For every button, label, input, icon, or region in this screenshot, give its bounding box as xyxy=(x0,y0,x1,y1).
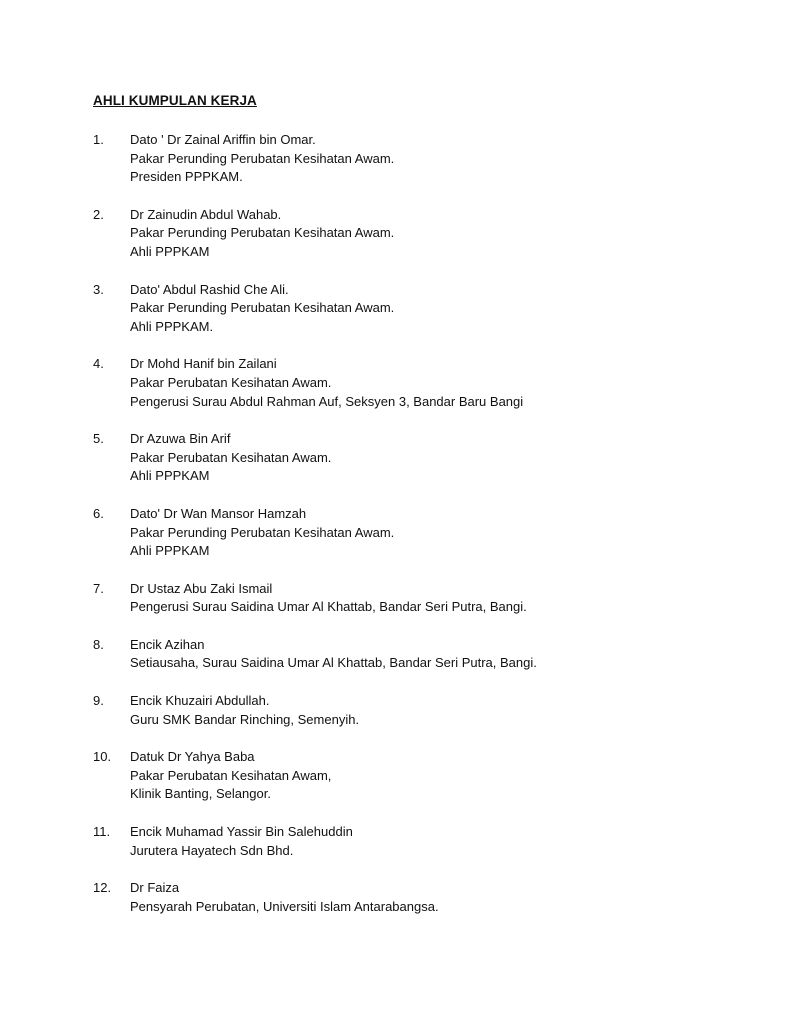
page-heading: AHLI KUMPULAN KERJA xyxy=(93,93,257,108)
member-detail-line: Pakar Perunding Perubatan Kesihatan Awam. xyxy=(130,524,395,540)
list-item-details xyxy=(130,692,753,729)
member-detail-line: Pakar Perunding Perubatan Kesihatan Awam. xyxy=(130,300,395,316)
list-item xyxy=(93,636,753,673)
list-item-number: 8. xyxy=(93,636,104,652)
member-name: Dr Zainudin Abdul Wahab. xyxy=(130,206,282,222)
member-detail-line: Pengerusi Surau Saidina Umar Al Khattab, Bandar Seri Putra, Bangi. xyxy=(130,599,527,615)
list-item-details xyxy=(130,131,753,187)
member-name: Datuk Dr Yahya Baba xyxy=(130,749,255,765)
member-detail-line: Guru SMK Bandar Rinching, Semenyih. xyxy=(130,711,360,727)
list-item-number: 3. xyxy=(93,281,104,297)
list-item-number: 5. xyxy=(93,431,104,447)
list-item xyxy=(93,281,753,337)
member-name: Encik Khuzairi Abdullah. xyxy=(130,693,270,709)
list-item xyxy=(93,692,753,729)
list-item-details xyxy=(130,823,753,860)
member-name: Dato' Dr Wan Mansor Hamzah xyxy=(130,505,307,521)
member-name: Dr Ustaz Abu Zaki Ismail xyxy=(130,580,273,596)
list-item-details xyxy=(130,580,753,617)
member-detail-line: Presiden PPPKAM. xyxy=(130,169,243,185)
member-detail-line: Ahli PPPKAM xyxy=(130,468,210,484)
member-detail-line: Jurutera Hayatech Sdn Bhd. xyxy=(130,842,294,858)
list-item xyxy=(93,879,753,916)
member-detail-line: Pakar Perunding Perubatan Kesihatan Awam. xyxy=(130,150,395,166)
member-name: Encik Muhamad Yassir Bin Salehuddin xyxy=(130,824,353,840)
list-item-number: 12. xyxy=(93,880,112,896)
list-item xyxy=(93,823,753,860)
member-name: Encik Azihan xyxy=(130,636,205,652)
list-item-number: 1. xyxy=(93,132,104,147)
list-item xyxy=(93,355,753,411)
list-item-number: 6. xyxy=(93,505,104,521)
member-detail-line: Pengerusi Surau Abdul Rahman Auf, Seksyen 3, Bandar Baru Bangi xyxy=(130,393,524,409)
member-list xyxy=(93,131,753,935)
list-item xyxy=(93,748,753,804)
list-item-number: 9. xyxy=(93,693,104,709)
list-item-number: 4. xyxy=(93,356,104,372)
member-detail-line: Setiausaha, Surau Saidina Umar Al Khattab, Bandar Seri Putra, Bangi. xyxy=(130,655,537,671)
list-item-details xyxy=(130,879,753,916)
list-item xyxy=(93,580,753,617)
member-detail-line: Pakar Perunding Perubatan Kesihatan Awam. xyxy=(130,225,395,241)
member-detail-line: Ahli PPPKAM xyxy=(130,243,210,259)
list-item-number: 2. xyxy=(93,206,104,222)
list-item xyxy=(93,206,753,262)
member-detail-line: Pakar Perubatan Kesihatan Awam. xyxy=(130,374,332,390)
member-detail-line: Klinik Banting, Selangor. xyxy=(130,786,271,802)
list-item-details xyxy=(130,505,753,561)
member-detail-line: Pensyarah Perubatan, Universiti Islam Antarabangsa. xyxy=(130,898,439,914)
list-item xyxy=(93,430,753,486)
list-item-details xyxy=(130,636,753,673)
member-detail-line: Pakar Perubatan Kesihatan Awam. xyxy=(130,449,332,465)
list-item xyxy=(93,131,753,187)
list-item xyxy=(93,505,753,561)
list-item-details xyxy=(130,281,753,337)
member-name: Dato ' Dr Zainal Ariffin bin Omar. xyxy=(130,132,316,147)
member-name: Dr Azuwa Bin Arif xyxy=(130,431,231,447)
list-item-number: 10. xyxy=(93,749,112,765)
list-item-number: 11. xyxy=(93,824,111,840)
member-detail-line: Ahli PPPKAM xyxy=(130,543,210,559)
list-item-details xyxy=(130,430,753,486)
member-detail-line: Ahli PPPKAM. xyxy=(130,318,214,334)
member-name: Dato' Abdul Rashid Che Ali. xyxy=(130,281,289,297)
member-name: Dr Faiza xyxy=(130,880,180,896)
list-item-number: 7. xyxy=(93,580,104,596)
list-item-details xyxy=(130,355,753,411)
list-item-details xyxy=(130,206,753,262)
member-detail-line: Pakar Perubatan Kesihatan Awam, xyxy=(130,767,332,783)
member-name: Dr Mohd Hanif bin Zailani xyxy=(130,356,277,372)
list-item-details xyxy=(130,748,753,804)
